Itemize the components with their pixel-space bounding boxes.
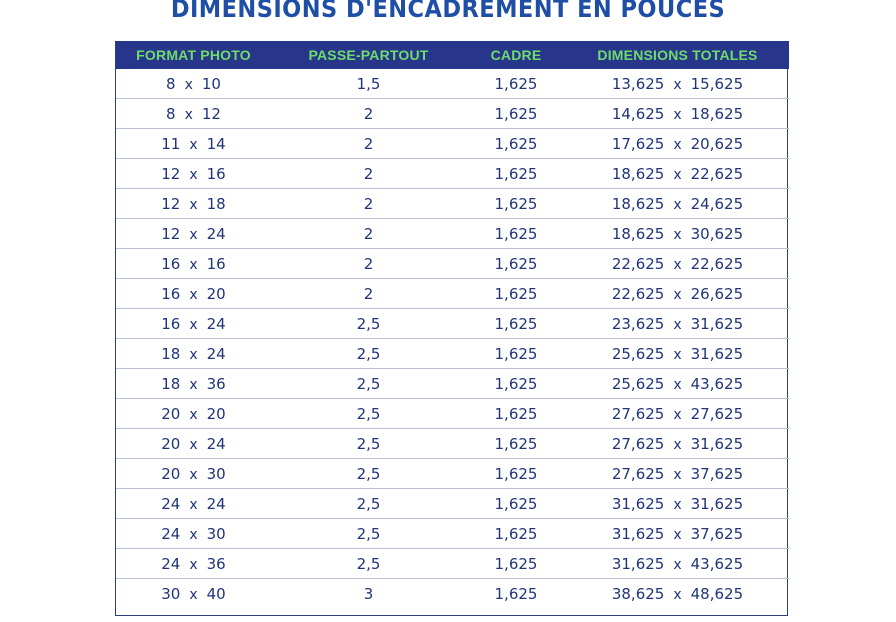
- total-width: 31,625: [611, 554, 665, 573]
- total-height: 22,625: [690, 164, 744, 183]
- total-height: 31,625: [690, 494, 744, 513]
- cell-format-photo: [116, 279, 271, 309]
- total-height: 22,625: [690, 254, 744, 273]
- table-row: [116, 279, 789, 309]
- total-width: 31,625: [611, 494, 665, 513]
- cell-format-photo: [116, 129, 271, 159]
- cell-dimensions-totales: [566, 159, 789, 189]
- format-height: 12: [201, 104, 221, 123]
- header-cadre: CADRE: [466, 41, 566, 69]
- times-separator: x: [673, 136, 682, 153]
- table-row: [116, 489, 789, 519]
- page-title: DIMENSIONS D'ENCADREMENT EN POUCES: [170, 0, 726, 23]
- total-height: 15,625: [690, 74, 744, 93]
- table-row: [116, 309, 789, 339]
- times-separator: x: [673, 226, 682, 243]
- total-height: 48,625: [690, 584, 744, 603]
- table-row: [116, 129, 789, 159]
- cell-passe-partout: 2: [271, 159, 466, 189]
- cell-dimensions-totales: [566, 429, 789, 459]
- cell-format-photo: [116, 189, 271, 219]
- total-width: 27,625: [611, 434, 665, 453]
- cell-passe-partout: 2: [271, 129, 466, 159]
- total-width: 13,625: [611, 74, 665, 93]
- format-height: 24: [206, 344, 226, 363]
- times-separator: x: [189, 166, 198, 183]
- framing-dimensions-table: [115, 41, 788, 616]
- total-height: 26,625: [690, 284, 744, 303]
- format-width: 8: [166, 104, 176, 123]
- table-row: [116, 69, 789, 99]
- times-separator: x: [673, 166, 682, 183]
- total-width: 17,625: [611, 134, 665, 153]
- times-separator: x: [673, 256, 682, 273]
- total-height: 31,625: [690, 434, 744, 453]
- cell-cadre: 1,625: [466, 429, 566, 459]
- cell-passe-partout: 2,5: [271, 519, 466, 549]
- cell-format-photo: [116, 549, 271, 579]
- cell-passe-partout: 3: [363, 584, 374, 603]
- format-height: 36: [206, 374, 226, 393]
- times-separator: x: [673, 196, 682, 213]
- header-passe-partout: PASSE-PARTOUT: [271, 41, 466, 69]
- times-separator: x: [189, 526, 198, 543]
- cell-dimensions-totales: [566, 249, 789, 279]
- cell-passe-partout: 2: [271, 99, 466, 129]
- times-separator: x: [189, 226, 198, 243]
- format-height: 24: [206, 314, 226, 333]
- cell-passe-partout: 1,5: [271, 69, 466, 99]
- total-width: 27,625: [611, 464, 665, 483]
- cell-dimensions-totales: [566, 339, 789, 369]
- cell-dimensions-totales: [566, 69, 789, 99]
- cell-passe-partout: 2,5: [271, 459, 466, 489]
- cell-dimensions-totales: [566, 399, 789, 429]
- cell-cadre: 1,625: [466, 189, 566, 219]
- format-width: 30: [161, 584, 181, 603]
- total-width: 27,625: [611, 404, 665, 423]
- times-separator: x: [673, 406, 682, 423]
- cell-format-photo: [116, 519, 271, 549]
- cell-dimensions-totales: [566, 489, 789, 519]
- cell-format-photo: [116, 459, 271, 489]
- times-separator: x: [673, 496, 682, 513]
- times-separator: x: [189, 256, 198, 273]
- cell-cadre: 1,625: [466, 69, 566, 99]
- cell-cadre: 1,625: [466, 219, 566, 249]
- format-width: 12: [161, 194, 181, 213]
- times-separator: x: [189, 436, 198, 453]
- total-height: 24,625: [690, 194, 744, 213]
- format-width: 24: [161, 494, 181, 513]
- format-width: 18: [161, 374, 181, 393]
- table-header-row: [116, 41, 789, 69]
- format-height: 24: [206, 434, 226, 453]
- format-width: 16: [161, 284, 181, 303]
- cell-passe-partout: 2: [271, 249, 466, 279]
- table-row: [116, 429, 789, 459]
- format-width: 16: [161, 314, 181, 333]
- format-width: 20: [161, 464, 181, 483]
- cell-cadre: 1,625: [466, 129, 566, 159]
- cell-passe-partout: 2,5: [271, 309, 466, 339]
- cell-dimensions-totales: [566, 369, 789, 399]
- cell-dimensions-totales: [566, 129, 789, 159]
- times-separator: x: [184, 76, 193, 93]
- cell-format-photo: [116, 339, 271, 369]
- cell-dimensions-totales: [566, 519, 789, 549]
- cell-format-photo: [116, 579, 271, 609]
- times-separator: x: [673, 76, 682, 93]
- format-width: 24: [161, 524, 181, 543]
- cell-format-photo: [116, 249, 271, 279]
- times-separator: x: [673, 556, 682, 573]
- cell-cadre: 1,625: [466, 99, 566, 129]
- total-height: 30,625: [690, 224, 744, 243]
- cell-cadre: 1,625: [466, 459, 566, 489]
- cell-format-photo: [116, 99, 271, 129]
- total-height: 43,625: [690, 374, 744, 393]
- table-row: [116, 399, 789, 429]
- times-separator: x: [189, 406, 198, 423]
- format-height: 16: [206, 164, 226, 183]
- total-height: 27,625: [690, 404, 744, 423]
- format-height: 20: [206, 284, 226, 303]
- times-separator: x: [189, 286, 198, 303]
- times-separator: x: [673, 466, 682, 483]
- total-height: 31,625: [690, 344, 744, 363]
- format-height: 40: [206, 584, 226, 603]
- total-width: 23,625: [611, 314, 665, 333]
- table-row: [116, 159, 789, 189]
- table-row: [116, 339, 789, 369]
- format-width: 20: [161, 404, 181, 423]
- times-separator: x: [184, 106, 193, 123]
- table-row: [116, 519, 789, 549]
- total-height: 18,625: [690, 104, 744, 123]
- format-width: 20: [161, 434, 181, 453]
- cell-cadre: 1,625: [466, 369, 566, 399]
- times-separator: x: [673, 346, 682, 363]
- total-width: 38,625: [611, 584, 665, 603]
- total-width: 14,625: [611, 104, 665, 123]
- times-separator: x: [673, 316, 682, 333]
- total-height: 37,625: [690, 464, 744, 483]
- total-width: 18,625: [611, 164, 665, 183]
- cell-format-photo: [116, 429, 271, 459]
- format-width: 12: [161, 224, 181, 243]
- cell-cadre: 1,625: [466, 279, 566, 309]
- format-width: 24: [161, 554, 181, 573]
- cell-cadre: 1,625: [466, 399, 566, 429]
- total-height: 37,625: [690, 524, 744, 543]
- format-height: 30: [206, 524, 226, 543]
- total-width: 22,625: [611, 254, 665, 273]
- times-separator: x: [189, 496, 198, 513]
- cell-cadre: 1,625: [466, 519, 566, 549]
- times-separator: x: [673, 286, 682, 303]
- cell-format-photo: [116, 399, 271, 429]
- format-width: 18: [161, 344, 181, 363]
- cell-passe-partout: 2: [271, 219, 466, 249]
- format-height: 36: [206, 554, 226, 573]
- cell-passe-partout: 2,5: [271, 339, 466, 369]
- times-separator: x: [673, 106, 682, 123]
- cell-dimensions-totales: [566, 219, 789, 249]
- cell-format-photo: [116, 489, 271, 519]
- cell-passe-partout: 2: [271, 279, 466, 309]
- format-height: 18: [206, 194, 226, 213]
- header-dimensions-totales: DIMENSIONS TOTALES: [566, 41, 789, 69]
- cell-dimensions-totales: [566, 579, 789, 609]
- cell-format-photo: [116, 159, 271, 189]
- cell-cadre: 1,625: [466, 549, 566, 579]
- cell-cadre: 1,625: [466, 489, 566, 519]
- times-separator: x: [189, 556, 198, 573]
- cell-format-photo: [116, 309, 271, 339]
- table-row: [116, 369, 789, 399]
- cell-passe-partout: 2,5: [271, 549, 466, 579]
- times-separator: x: [189, 586, 198, 603]
- cell-dimensions-totales: [566, 549, 789, 579]
- times-separator: x: [673, 526, 682, 543]
- format-width: 8: [166, 74, 176, 93]
- format-width: 11: [161, 134, 181, 153]
- times-separator: x: [189, 136, 198, 153]
- format-width: 16: [161, 254, 181, 273]
- cell-dimensions-totales: [566, 279, 789, 309]
- total-width: 18,625: [611, 224, 665, 243]
- times-separator: x: [673, 376, 682, 393]
- cell-passe-partout: 2,5: [271, 369, 466, 399]
- total-width: 18,625: [611, 194, 665, 213]
- table-row: [116, 189, 789, 219]
- cell-cadre: 1,625: [494, 584, 538, 603]
- times-separator: x: [189, 376, 198, 393]
- total-height: 31,625: [690, 314, 744, 333]
- cell-dimensions-totales: [566, 309, 789, 339]
- table-row: [116, 579, 789, 609]
- table-row: [116, 249, 789, 279]
- table-body: [116, 69, 789, 608]
- cell-format-photo: [116, 219, 271, 249]
- cell-cadre: 1,625: [466, 249, 566, 279]
- format-height: 20: [206, 404, 226, 423]
- cell-format-photo: [116, 369, 271, 399]
- times-separator: x: [189, 466, 198, 483]
- format-height: 10: [201, 74, 221, 93]
- times-separator: x: [673, 586, 682, 603]
- cell-passe-partout: 2,5: [271, 399, 466, 429]
- cell-dimensions-totales: [566, 99, 789, 129]
- times-separator: x: [189, 346, 198, 363]
- cell-cadre: 1,625: [466, 309, 566, 339]
- table-row: [116, 99, 789, 129]
- cell-cadre: 1,625: [466, 339, 566, 369]
- total-width: 25,625: [611, 374, 665, 393]
- format-height: 24: [206, 494, 226, 513]
- cell-dimensions-totales: [566, 459, 789, 489]
- total-height: 43,625: [690, 554, 744, 573]
- format-height: 14: [206, 134, 226, 153]
- cell-passe-partout: 2,5: [271, 429, 466, 459]
- header-format-photo: FORMAT PHOTO: [116, 41, 271, 69]
- format-width: 12: [161, 164, 181, 183]
- cell-passe-partout: 2: [271, 189, 466, 219]
- total-height: 20,625: [690, 134, 744, 153]
- table-row: [116, 459, 789, 489]
- cell-cadre: 1,625: [466, 159, 566, 189]
- cell-format-photo: [116, 69, 271, 99]
- table-row: [116, 219, 789, 249]
- total-width: 25,625: [611, 344, 665, 363]
- times-separator: x: [673, 436, 682, 453]
- times-separator: x: [189, 196, 198, 213]
- total-width: 31,625: [611, 524, 665, 543]
- cell-passe-partout: 2,5: [271, 489, 466, 519]
- format-height: 24: [206, 224, 226, 243]
- format-height: 16: [206, 254, 226, 273]
- table-row: [116, 549, 789, 579]
- cell-dimensions-totales: [566, 189, 789, 219]
- times-separator: x: [189, 316, 198, 333]
- format-height: 30: [206, 464, 226, 483]
- total-width: 22,625: [611, 284, 665, 303]
